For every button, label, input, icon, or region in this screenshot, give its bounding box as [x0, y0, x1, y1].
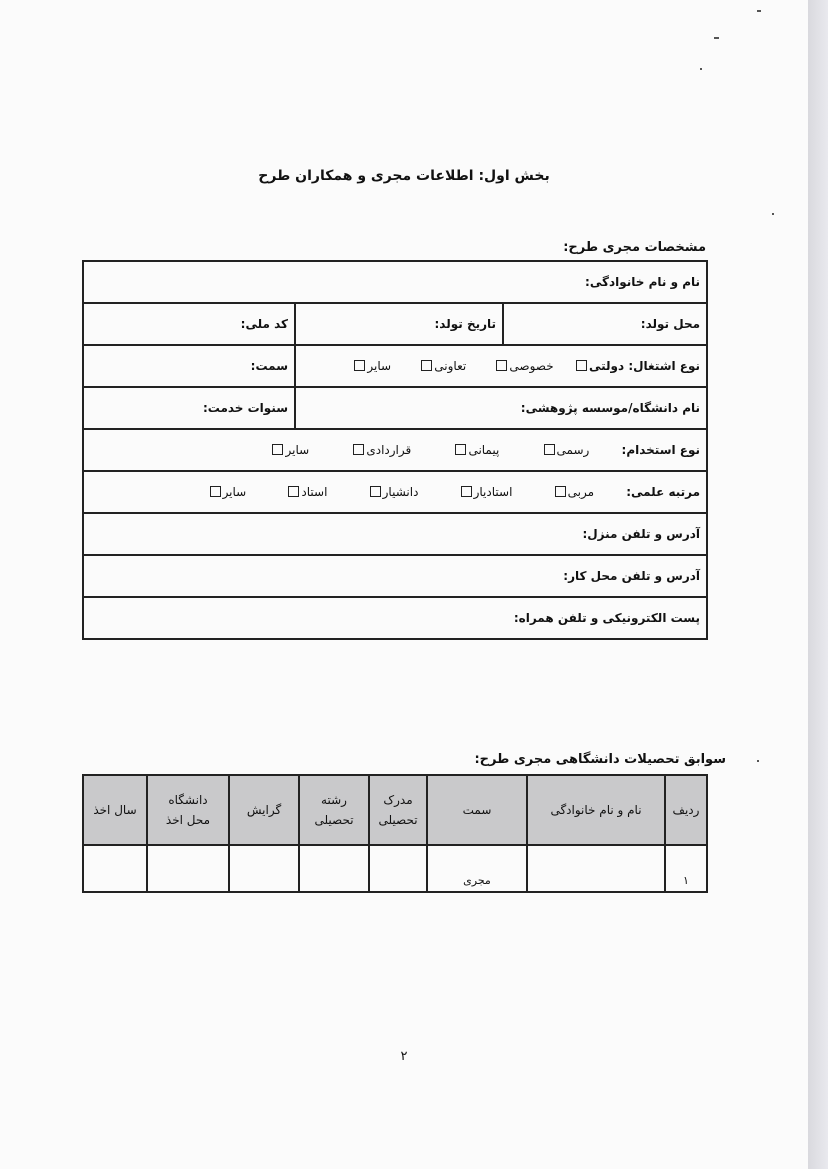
birth-date-field[interactable] [295, 303, 503, 345]
scan-speck [700, 68, 702, 70]
form-row-rank [83, 471, 707, 513]
option-professor [288, 485, 327, 499]
form-row-name [83, 261, 707, 303]
university-field[interactable] [295, 387, 707, 429]
table-cell: مجری [427, 845, 527, 892]
column-header-year: سال اخذ [83, 775, 147, 845]
checkbox-private[interactable] [496, 360, 507, 371]
table-cell[interactable] [369, 845, 427, 892]
option-label: استاد [301, 485, 328, 499]
occupation-field [295, 345, 707, 387]
column-header-position: سمت [427, 775, 527, 845]
checkbox-assistant-professor[interactable] [461, 486, 472, 497]
scan-speck [757, 10, 761, 12]
section-heading-education: سوابق تحصیلات دانشگاهی مجری طرح: [474, 752, 726, 767]
rank-label: مرتبه علمی: [626, 485, 701, 499]
column-header-degree: مدرک تحصیلی [369, 775, 427, 845]
education-table [82, 774, 708, 893]
national-code-label: کد ملی: [240, 317, 289, 331]
birth-date-label: تاریخ تولد: [434, 317, 497, 331]
checkbox-other-rank[interactable] [210, 486, 221, 497]
checkbox-other-employment[interactable] [272, 444, 283, 455]
option-label: سایر [367, 359, 392, 373]
page-title: بخش اول: اطلاعات مجری و همکاران طرح [258, 168, 550, 184]
page-number: ۲ [400, 1049, 408, 1064]
form-row-home-address [83, 513, 707, 555]
table-header-row [83, 775, 707, 845]
option-associate-professor [370, 485, 419, 499]
option-contractual [455, 443, 499, 457]
option-private [496, 359, 553, 373]
section-heading-executor: مشخصات مجری طرح: [563, 240, 706, 255]
form-row-email [83, 597, 707, 639]
column-header-university: دانشگاه محل اخذ [147, 775, 229, 845]
table-cell: ۱ [665, 845, 707, 892]
column-header-specialization: گرایش [229, 775, 299, 845]
birth-place-field[interactable] [503, 303, 707, 345]
option-official [544, 443, 590, 457]
column-header-full-name: نام و نام خانوادگی [527, 775, 665, 845]
service-years-field[interactable] [83, 387, 295, 429]
column-header-row-number: ردیف [665, 775, 707, 845]
birth-place-label: محل تولد: [640, 317, 701, 331]
position-field[interactable] [83, 345, 295, 387]
employment-field [83, 429, 707, 471]
scan-speck [757, 760, 759, 762]
option-label: سایر [222, 485, 247, 499]
work-address-field[interactable] [83, 555, 707, 597]
employment-label: نوع استخدام: [621, 443, 701, 457]
form-row-university [83, 387, 707, 429]
name-label: نام و نام خانوادگی: [585, 275, 701, 289]
option-label: مربی [567, 485, 594, 499]
work-address-label: آدرس و تلفن محل کار: [563, 569, 701, 583]
checkbox-other[interactable] [354, 360, 365, 371]
option-label: خصوصی [509, 359, 554, 373]
university-label: نام دانشگاه/موسسه پژوهشی: [520, 401, 701, 415]
option-label: پیمانی [468, 443, 500, 457]
table-row [83, 845, 707, 892]
checkbox-official[interactable] [544, 444, 555, 455]
checkbox-contractual[interactable] [455, 444, 466, 455]
option-label: رسمی [556, 443, 590, 457]
checkbox-professor[interactable] [288, 486, 299, 497]
form-row-birth [83, 303, 707, 345]
option-contract-based [353, 443, 411, 457]
service-years-label: سنوات خدمت: [202, 401, 289, 415]
checkbox-instructor[interactable] [555, 486, 566, 497]
form-row-employment [83, 429, 707, 471]
option-other [354, 359, 391, 373]
option-instructor [555, 485, 594, 499]
position-label: سمت: [250, 359, 289, 373]
form-row-work-address [83, 555, 707, 597]
scan-edge [808, 0, 828, 1169]
option-label: دانشیار [382, 485, 419, 499]
option-label: تعاونی [434, 359, 467, 373]
rank-field [83, 471, 707, 513]
table-cell[interactable] [147, 845, 229, 892]
option-other-employment [272, 443, 309, 457]
executor-info-form [82, 260, 708, 640]
national-code-field[interactable] [83, 303, 295, 345]
checkbox-governmental[interactable] [576, 360, 587, 371]
table-cell[interactable] [527, 845, 665, 892]
option-cooperative [421, 359, 466, 373]
email-label: پست الکترونیکی و تلفن همراه: [513, 611, 701, 625]
column-header-field-of-study: رشته تحصیلی [299, 775, 369, 845]
occupation-label: نوع اشتغال: دولتی [588, 359, 701, 373]
table-cell[interactable] [299, 845, 369, 892]
option-label: سایر [285, 443, 310, 457]
table-cell[interactable] [229, 845, 299, 892]
email-field[interactable] [83, 597, 707, 639]
scan-speck [714, 37, 719, 39]
option-other-rank [210, 485, 247, 499]
option-label: قراردادی [366, 443, 412, 457]
option-assistant-professor [461, 485, 513, 499]
table-cell[interactable] [83, 845, 147, 892]
home-address-label: آدرس و تلفن منزل: [582, 527, 701, 541]
option-label: استادیار [473, 485, 513, 499]
scan-speck [772, 213, 774, 215]
home-address-field[interactable] [83, 513, 707, 555]
checkbox-cooperative[interactable] [421, 360, 432, 371]
checkbox-associate-professor[interactable] [370, 486, 381, 497]
name-field[interactable] [83, 261, 707, 303]
checkbox-contract-based[interactable] [353, 444, 364, 455]
form-row-occupation [83, 345, 707, 387]
